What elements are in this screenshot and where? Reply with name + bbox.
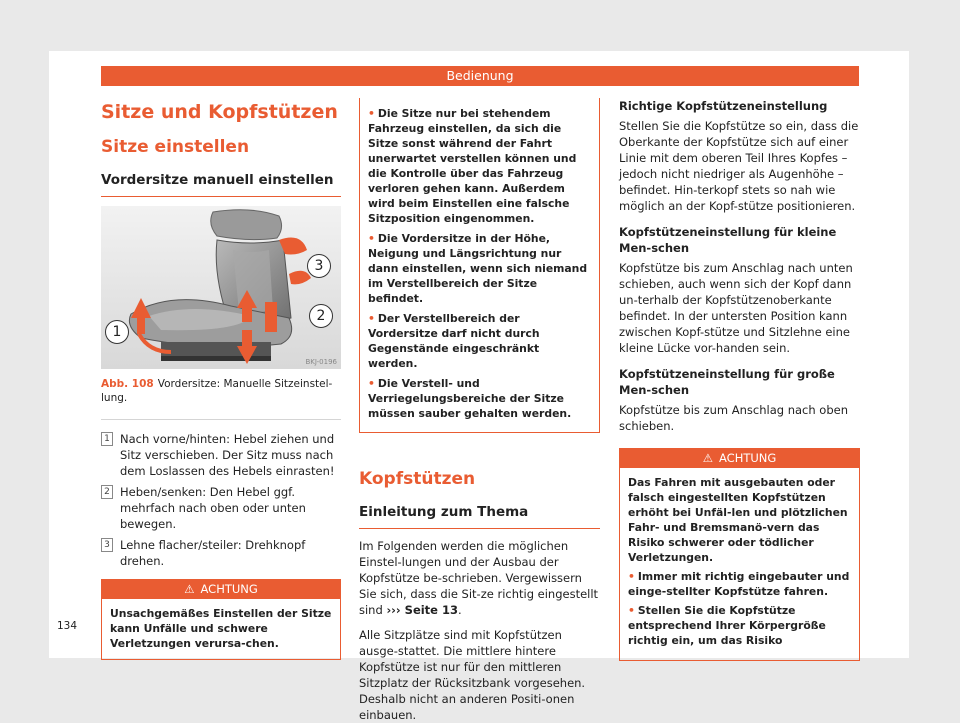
- warning-title: ACHTUNG: [719, 451, 777, 465]
- warning-bullet: • Die Sitze nur bei stehendem Fahrzeug einstellen, da sich die Sitze sonst während der Fahrt unerwartet verstellen können und die Kontrolle über das Fahrzeug verloren gehen kann. Außerdem wird beim Einstellen eine falsche Sitzposition eingenommen.: [368, 107, 577, 225]
- warning-bullet: • Die Verstell- und Verriegelungsbereiche der Sitze müssen sauber gehalten werden.: [368, 377, 572, 420]
- bullet-icon: •: [368, 377, 375, 390]
- step-item: [101, 484, 341, 532]
- step-text: Nach vorne/hinten: Hebel ziehen und Sitz verschieben. Der Sitz muss nach dem Loslassen des Hebels einrasten!: [120, 432, 335, 478]
- warning-box: [101, 579, 341, 660]
- figure-caption-text: Vordersitze: Manuelle Sitzeinstel-lung.: [101, 378, 333, 404]
- warning-body: Das Fahren mit ausgebauten oder falsch eingestellten Kopfstützen erhöht bei Unfäl-len und plötzlichen Fahr- und Bremsmanö-vern das Risiko schwerer oder tödlicher Verletzungen. • Immer mit richtig eingebauter und einge-stellter Kopfstütze fahren. • Stellen Sie die Kopfstütze entsprechend Ihrer Körpergröße richtig ein, um das Risiko: [628, 476, 850, 647]
- warning-continuation: [359, 98, 600, 433]
- bullet-icon: •: [628, 604, 635, 617]
- seat-illustration: [101, 206, 341, 369]
- step-number: 1: [101, 432, 113, 446]
- bullet-icon: •: [628, 570, 635, 583]
- warning-box: [619, 448, 860, 661]
- seat-figure: [101, 206, 341, 369]
- paragraph: Alle Sitzplätze sind mit Kopfstützen ausge-stattet. Die mittlere hintere Kopfstütze ist nur für den mittleren Sitzplatz der Rücksitzbank vorgesehen. Deshalb nicht an anderen Positi-onen einbauen.: [359, 628, 586, 722]
- warning-icon: ⚠: [184, 582, 195, 596]
- warning-header: [620, 449, 859, 468]
- subheading: Richtige Kopfstützeneinstellung: [619, 99, 828, 113]
- step-number: 3: [101, 538, 113, 552]
- page-number: 134: [57, 620, 78, 632]
- bullet-icon: •: [368, 312, 375, 325]
- column-2: [359, 98, 600, 723]
- page-reference-link[interactable]: ››› Seite 13: [386, 603, 458, 617]
- callout-1: 1: [105, 320, 129, 344]
- image-code: BKJ-0196: [305, 358, 337, 366]
- warning-header: [102, 580, 340, 599]
- figure-label: Abb. 108: [101, 378, 154, 390]
- warning-icon: ⚠: [702, 451, 713, 465]
- column-3: [619, 98, 860, 661]
- warning-bullet: • Immer mit richtig eingebauter und einge-stellter Kopfstütze fahren.: [628, 570, 850, 598]
- warning-bullet: • Der Verstellbereich der Vordersitze darf nicht durch Gegenstände eingeschränkt werden.: [368, 312, 540, 370]
- subheading: Kopfstützeneinstellung für große Men-schen: [619, 367, 835, 397]
- step-text: Heben/senken: Den Hebel ggf. mehrfach nach oben oder unten bewegen.: [120, 485, 306, 531]
- section-title-kopfstuetzen: Kopfstützen: [359, 469, 476, 489]
- bullet-icon: •: [368, 107, 375, 120]
- subsection-heading-intro: Einleitung zum Thema: [359, 502, 600, 529]
- chapter-title: Sitze und Kopfstützen: [101, 101, 338, 123]
- section-header: Bedienung: [101, 66, 859, 86]
- figure-caption: [101, 377, 341, 420]
- warning-body: Unsachgemäßes Einstellen der Sitze kann Unfälle und schwere Verletzungen verursa-chen.: [110, 607, 332, 650]
- warning-bullet: • Stellen Sie die Kopfstütze entsprechend Ihrer Körpergröße richtig ein, um das Risiko: [628, 604, 826, 647]
- callout-3: 3: [307, 254, 331, 278]
- warning-bullet: • Die Vordersitze in der Höhe, Neigung und Längsrichtung nur dann einstellen, wenn sich niemand im Verstellbereich der Sitze befindet.: [368, 232, 588, 305]
- column-1: [101, 98, 341, 660]
- subsection-heading: Vordersitze manuell einstellen: [101, 170, 341, 197]
- callout-2: 2: [309, 304, 333, 328]
- step-number: 2: [101, 485, 113, 499]
- step-list: [101, 431, 341, 569]
- bullet-icon: •: [368, 232, 375, 245]
- section-title: Sitze einstellen: [101, 137, 250, 157]
- step-item: [101, 537, 341, 569]
- paragraph: Im Folgenden werden die möglichen Einstel-lungen und der Ausbau der Kopfstütze be-schrieben. Vergewissern Sie sich, dass die Sit-ze richtig eingestellt sind ››› Seite 13.: [359, 539, 599, 617]
- paragraph: Kopfstütze bis zum Anschlag nach unten schieben, auch wenn sich der Kopf dann un-terhalb der Kopfstützenoberkante befindet. In der untersten Position kann zwischen Kopf-stütze und Sitzlehne eine kleine Lücke vor-handen sein.: [619, 261, 853, 355]
- step-item: [101, 431, 341, 479]
- paragraph: Stellen Sie die Kopfstütze so ein, dass die Oberkante der Kopfstütze sich auf einer Linie mit dem oberen Teil Ihres Kopfes – jedoch nicht niedriger als Augenhöhe – befindet. Hin-terkopf stets so nah wie möglich an der Kopf-stütze positionieren.: [619, 119, 859, 213]
- step-text: Lehne flacher/steiler: Drehknopf drehen.: [120, 538, 306, 568]
- warning-title: ACHTUNG: [200, 582, 258, 596]
- paragraph: Kopfstütze bis zum Anschlag nach oben schieben.: [619, 403, 849, 433]
- subheading: Kopfstützeneinstellung für kleine Men-schen: [619, 225, 837, 255]
